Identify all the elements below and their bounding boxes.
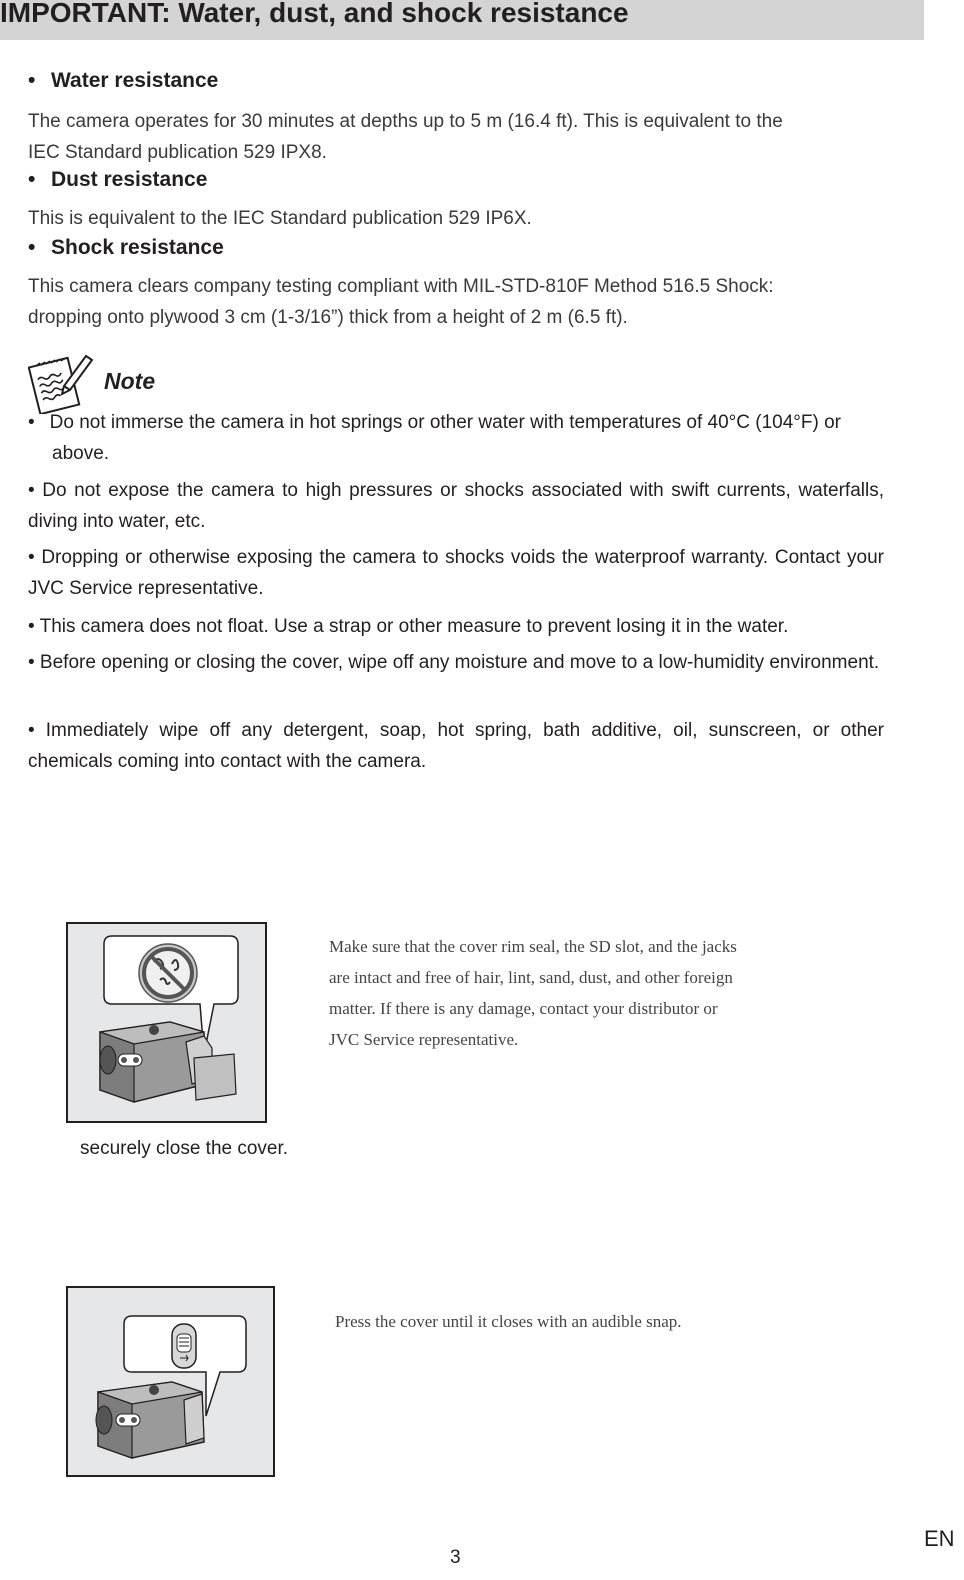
section-text-water: The camera operates for 30 minutes at depths up to 5 m (16.4 ft). This is equivalent to the IEC Standard publication 529 IPX8. <box>28 111 783 163</box>
note-item: • Immediately wipe off any detergent, soap, hot spring, bath additive, oil, sunscreen, or other chemicals coming into contact with the camera. <box>28 720 884 772</box>
section-text-shock: This camera clears company testing compliant with MIL-STD-810F Method 516.5 Shock: dropping onto plywood 3 cm (1-3/16”) thick from a height of 2 m (6.5 ft). <box>28 276 774 328</box>
page-number: 3 <box>450 1547 461 1568</box>
camera-body <box>96 1382 204 1458</box>
note-item: • Do not expose the camera to high pressures or shocks associated with swift currents, waterfalls, diving into water, etc. <box>28 480 884 532</box>
figure2-caption: Press the cover until it closes with an audible snap. <box>335 1312 682 1331</box>
illustration-cover-open <box>66 922 267 1123</box>
figure1-label: securely close the cover. <box>80 1138 289 1159</box>
note-item: • This camera does not float. Use a strap or other measure to prevent losing it in the water. <box>28 616 789 637</box>
figure1-caption: Make sure that the cover rim seal, the SD slot, and the jacks are intact and free of hair, lint, sand, dust, and other foreign matter. If there is any damage, contact your distributor or JVC Service representative. <box>329 937 737 1049</box>
section-text-dust: This is equivalent to the IEC Standard publication 529 IP6X. <box>28 208 532 229</box>
illustration-cover-closed <box>66 1286 275 1477</box>
note-item: • Do not immerse the camera in hot springs or other water with temperatures of 40°C (104°F) or above. <box>28 412 842 464</box>
camera-body <box>100 1022 236 1102</box>
section-heading-dust: • Dust resistance <box>28 168 208 191</box>
note-title: Note <box>104 368 156 394</box>
section-heading-water: • Water resistance <box>28 69 219 92</box>
note-item: • Before opening or closing the cover, wipe off any moisture and move to a low-humidity environment. <box>28 652 880 673</box>
no-water-icon <box>139 944 197 1002</box>
camera-closed-cover-image <box>68 1288 273 1475</box>
camera-open-cover-image <box>68 924 265 1121</box>
section-heading-shock: • Shock resistance <box>28 236 224 259</box>
language-label: EN <box>924 1526 955 1551</box>
page-title: IMPORTANT: Water, dust, and shock resistance <box>0 0 629 28</box>
note-item: • Dropping or otherwise exposing the camera to shocks voids the waterproof warranty. Contact your JVC Service representative. <box>28 547 884 599</box>
note-pad-icon <box>28 352 96 414</box>
cover-latch-icon <box>172 1324 196 1368</box>
